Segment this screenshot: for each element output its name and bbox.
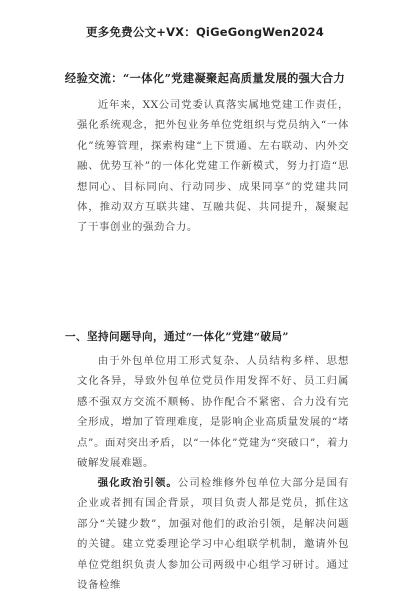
header-banner: 更多免费公文+VX：QiGeGongWen2024 [86, 25, 324, 39]
paragraph-text: 公司检维修外包单位大部分是国有企业或者拥有国企背景，项目负责人都是党员，抓住这部分“关键少数”，加强对他们的政治引领，是解决问题的关键。建立党委理论学习中心组联学机制，邀请外包单位党组织负责人参加公司两级中心组学习研讨。通过设备检维 [77, 477, 350, 592]
paragraph-problem: 由于外包单位用工形式复杂、人员结构多样、思想文化各异，导致外包单位党员作用发挥不好、员工归属感不强双方交流不顺畅、协作配合不紧密、合力没有完全形成，增加了管理难度，是影响企业高质量发展的“堵点”。面对突出矛盾，以“一体化”党建为“突破口”，着力破解发展难题。 [77, 355, 349, 470]
document-title: 经验交流：“一体化”党建凝聚起高质量发展的强大合力 [64, 71, 346, 85]
paragraph-intro: 近年来，XX公司党委认真落实属地党建工作责任，强化系统观念，把外包业务单位党组织与党员纳入“一体化”统筹管理，探索构建“上下贯通、左右联动、内外交融、优势互补”的一体化党建工作新模式，努力打造“思想同心、目标同向、行动同步、成果同享”的党建共同体，推动双方互联共建、互融共促、共同提升，凝聚起了干事创业的强劲合力。 [77, 99, 349, 234]
paragraph-political-guidance [77, 473, 349, 595]
section-heading-1: 一、坚持问题导向，通过“一体化”党建“破局” [65, 331, 289, 343]
paragraph-lead: 强化政治引领。 [97, 477, 178, 489]
